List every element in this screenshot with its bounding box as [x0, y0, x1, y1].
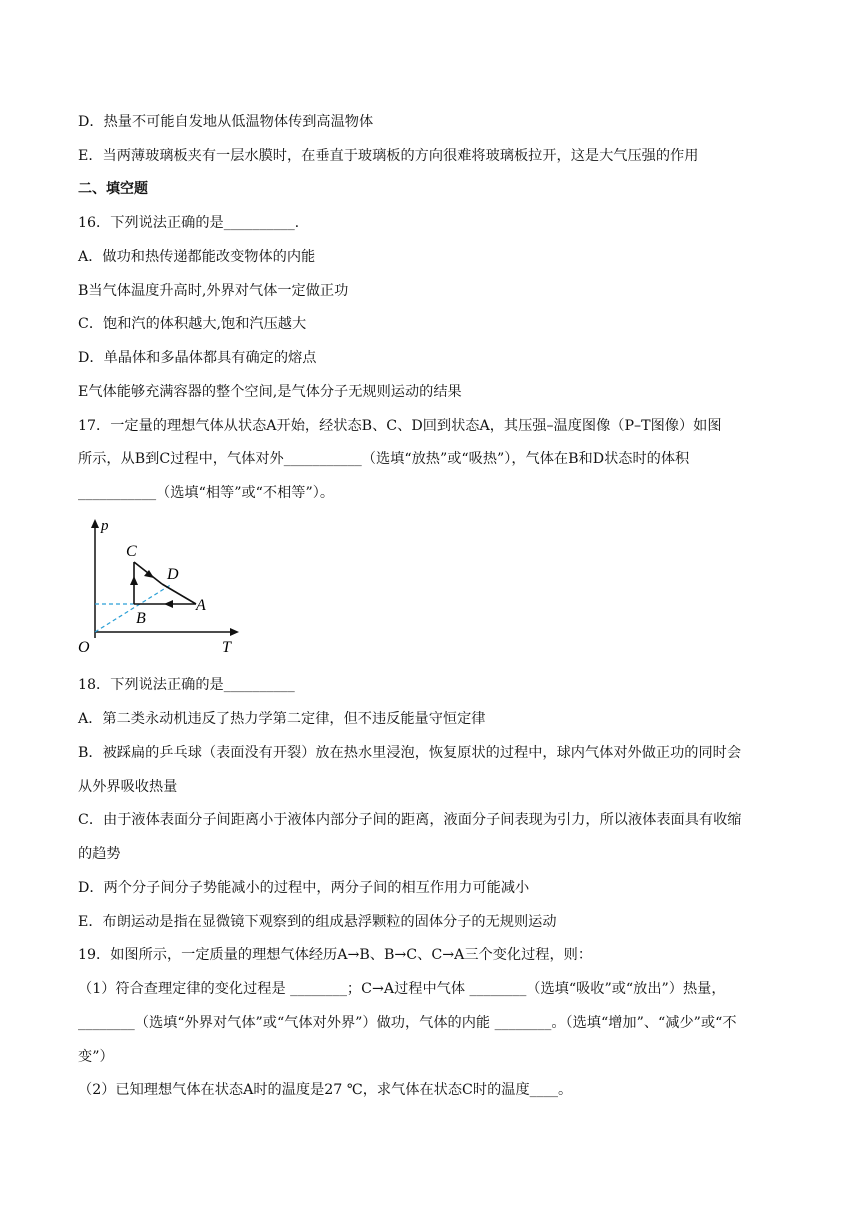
- origin-label: O: [78, 639, 90, 656]
- q18-option-d: D．两个分子间分子势能减小的过程中，两分子间的相互作用力可能减小: [78, 880, 530, 896]
- point-label-c: C: [126, 543, 137, 560]
- q17-line-3: ___________（选填“相等”或“不相等”）。: [78, 485, 335, 501]
- q19-part1-line3: 变”）: [78, 1049, 114, 1065]
- q19-stem: 19．如图所示，一定质量的理想气体经历A→B、B→C、C→A三个变化过程，则：: [78, 947, 593, 963]
- point-label-a: A: [196, 597, 206, 614]
- point-label-d: D: [167, 566, 179, 583]
- point-label-b: B: [136, 610, 146, 627]
- q16-option-e: E气体能够充满容器的整个空间,是气体分子无规则运动的结果: [78, 384, 462, 400]
- q18-option-c-line2: 的趋势: [78, 846, 121, 862]
- q19-part1-line2: ________（选填“外界对气体”或“气体对外界”）做功，气体的内能 ________。（选填“增加”、“减少”或“不: [78, 1015, 737, 1031]
- y-axis-arrow: [91, 519, 99, 528]
- q17-line-1: 17．一定量的理想气体从状态A开始，经状态B、C、D回到状态A，其压强–温度图像（P–T图像）如图: [78, 418, 722, 434]
- q16-option-c: C．饱和汽的体积越大,饱和汽压越大: [78, 316, 307, 332]
- segment-da: [162, 584, 196, 604]
- q18-stem: 18．下列说法正确的是__________: [78, 677, 295, 693]
- q16-option-a: A．做功和热传递都能改变物体的内能: [78, 249, 316, 265]
- q18-option-e: E．布朗运动是指在显微镜下观察到的组成悬浮颗粒的固体分子的无规则运动: [78, 914, 557, 930]
- q16-option-b: B当气体温度升高时,外界对气体一定做正功: [78, 283, 349, 299]
- x-axis-arrow: [230, 628, 239, 636]
- q16-stem: 16．下列说法正确的是__________.: [78, 215, 300, 231]
- q15-option-d: D．热量不可能自发地从低温物体传到高温物体: [78, 114, 374, 130]
- q19-part1-line1: （1）符合查理定律的变化过程是 ________；C→A过程中气体 ________（选填“吸收”或“放出”）热量，: [78, 981, 726, 997]
- q17-line-2: 所示，从B到C过程中，气体对外___________（选填“放热”或“吸热”），气体在B和D状态时的体积: [78, 451, 690, 467]
- q18-option-a: A．第二类永动机违反了热力学第二定律，但不违反能量守恒定律: [78, 711, 486, 727]
- pt-diagram: [72, 516, 242, 656]
- arrow-a-to-b: [164, 600, 173, 608]
- section-heading-fill-in: 二、填空题: [78, 181, 148, 197]
- q18-option-c-line1: C．由于液体表面分子间距离小于液体内部分子间的距离，液面分子间表现为引力，所以液体表面具有收缩: [78, 812, 742, 828]
- axis-label-t: T: [222, 639, 231, 656]
- axis-label-p: p: [101, 518, 109, 534]
- q18-option-b-line2: 从外界吸收热量: [78, 779, 178, 795]
- q15-option-e: E．当两薄玻璃板夹有一层水膜时，在垂直于玻璃板的方向很难将玻璃板拉开，这是大气压强的作用: [78, 148, 699, 164]
- q18-option-b-line1: B．被踩扁的乒乓球（表面没有开裂）放在热水里浸泡，恢复原状的过程中，球内气体对外做正功的同时会: [78, 745, 742, 761]
- q19-part2: （2）已知理想气体在状态A时的温度是27 ℃，求气体在状态C时的温度____。: [78, 1082, 573, 1098]
- arrow-b-to-c: [130, 576, 138, 585]
- q16-option-d: D．单晶体和多晶体都具有确定的熔点: [78, 350, 317, 366]
